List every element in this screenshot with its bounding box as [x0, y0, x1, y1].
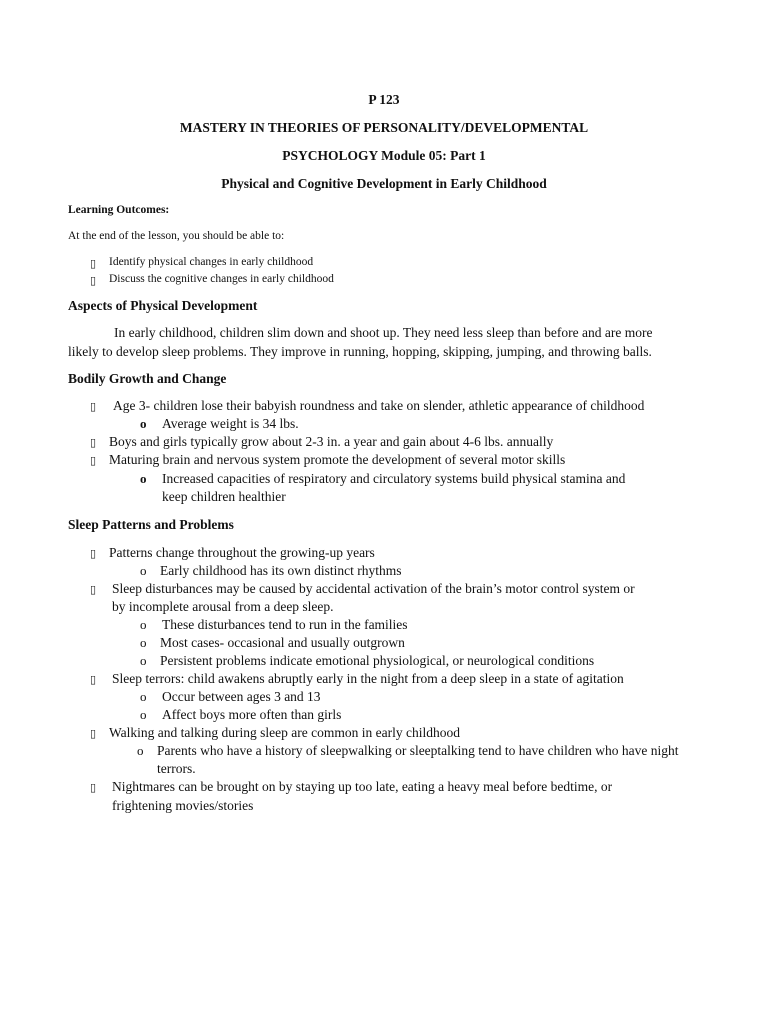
sub-bullet-icon: o [140, 471, 147, 486]
bullet-icon: ▯ [90, 728, 97, 740]
sub-bullet-icon: o [140, 416, 147, 431]
bullet-icon: ▯ [90, 258, 97, 270]
sleep-bullet-cont: by incomplete arousal from a deep sleep. [112, 599, 334, 614]
sub-bullet-icon: o [137, 743, 144, 758]
bullet-icon: ▯ [90, 437, 97, 449]
growth-bullet: Maturing brain and nervous system promote the development of several motor skills [109, 452, 566, 467]
growth-bullet: Age 3- children lose their babyish roundness and take on slender, athletic appearance of childhood [113, 398, 645, 413]
sleep-bullet: Walking and talking during sleep are common in early childhood [109, 725, 460, 740]
sleep-sub-bullet: Early childhood has its own distinct rhythms [160, 563, 402, 578]
growth-sub-bullet-cont: keep children healthier [162, 489, 286, 504]
growth-sub-bullet: Increased capacities of respiratory and circulatory systems build physical stamina and [162, 471, 626, 486]
learning-outcomes-heading: Learning Outcomes: [68, 204, 170, 216]
outcomes-intro: At the end of the lesson, you should be able to: [68, 230, 285, 242]
sleep-sub-bullet: Occur between ages 3 and 13 [162, 689, 321, 704]
sleep-sub-bullet: Parents who have a history of sleepwalking or sleeptalking tend to have children who have night [157, 743, 679, 758]
sleep-sub-bullet: These disturbances tend to run in the families [162, 617, 408, 632]
sleep-heading: Sleep Patterns and Problems [68, 517, 234, 532]
sleep-bullet: Patterns change throughout the growing-up years [109, 545, 375, 560]
bullet-icon: ▯ [90, 782, 97, 794]
course-code: P 123 [368, 92, 400, 107]
sleep-bullet-cont: frightening movies/stories [112, 798, 254, 813]
growth-heading: Bodily Growth and Change [68, 371, 227, 386]
sleep-bullet: Sleep disturbances may be caused by accidental activation of the brain’s motor control system or [112, 581, 635, 596]
title-line-1: MASTERY IN THEORIES OF PERSONALITY/DEVELOPMENTAL [179, 120, 589, 135]
bullet-icon: ▯ [90, 401, 97, 413]
sleep-bullet: Sleep terrors: child awakens abruptly early in the night from a deep sleep in a state of agitation [112, 671, 624, 686]
aspects-paragraph-line-1: In early childhood, children slim down and shoot up. They need less sleep than before and are more [114, 325, 653, 340]
growth-sub-bullet: Average weight is 34 lbs. [162, 416, 299, 431]
growth-bullet: Boys and girls typically grow about 2-3 in. a year and gain about 4-6 lbs. annually [109, 434, 554, 449]
sub-bullet-icon: o [140, 635, 147, 650]
sleep-bullet: Nightmares can be brought on by staying up too late, eating a heavy meal before bedtime, or [112, 779, 613, 794]
title-line-2: PSYCHOLOGY Module 05: Part 1 [282, 148, 486, 163]
sleep-sub-bullet: Most cases- occasional and usually outgrown [160, 635, 405, 650]
sleep-sub-bullet: Affect boys more often than girls [162, 707, 342, 722]
bullet-icon: ▯ [90, 584, 97, 596]
sleep-sub-bullet-cont: terrors. [157, 761, 196, 776]
outcome-item: Discuss the cognitive changes in early childhood [109, 273, 334, 285]
sub-bullet-icon: o [140, 617, 147, 632]
aspects-paragraph-line-2: likely to develop sleep problems. They improve in running, hopping, skipping, jumping, and throwing balls. [68, 344, 652, 359]
bullet-icon: ▯ [90, 455, 97, 467]
sub-bullet-icon: o [140, 707, 147, 722]
bullet-icon: ▯ [90, 674, 97, 686]
sleep-sub-bullet: Persistent problems indicate emotional physiological, or neurological conditions [160, 653, 595, 668]
bullet-icon: ▯ [90, 548, 97, 560]
sub-bullet-icon: o [140, 689, 147, 704]
outcome-item: Identify physical changes in early childhood [109, 256, 314, 268]
sub-bullet-icon: o [140, 563, 147, 578]
aspects-heading: Aspects of Physical Development [68, 298, 258, 313]
subtitle: Physical and Cognitive Development in Early Childhood [221, 176, 547, 191]
sub-bullet-icon: o [140, 653, 147, 668]
bullet-icon: ▯ [90, 275, 97, 287]
